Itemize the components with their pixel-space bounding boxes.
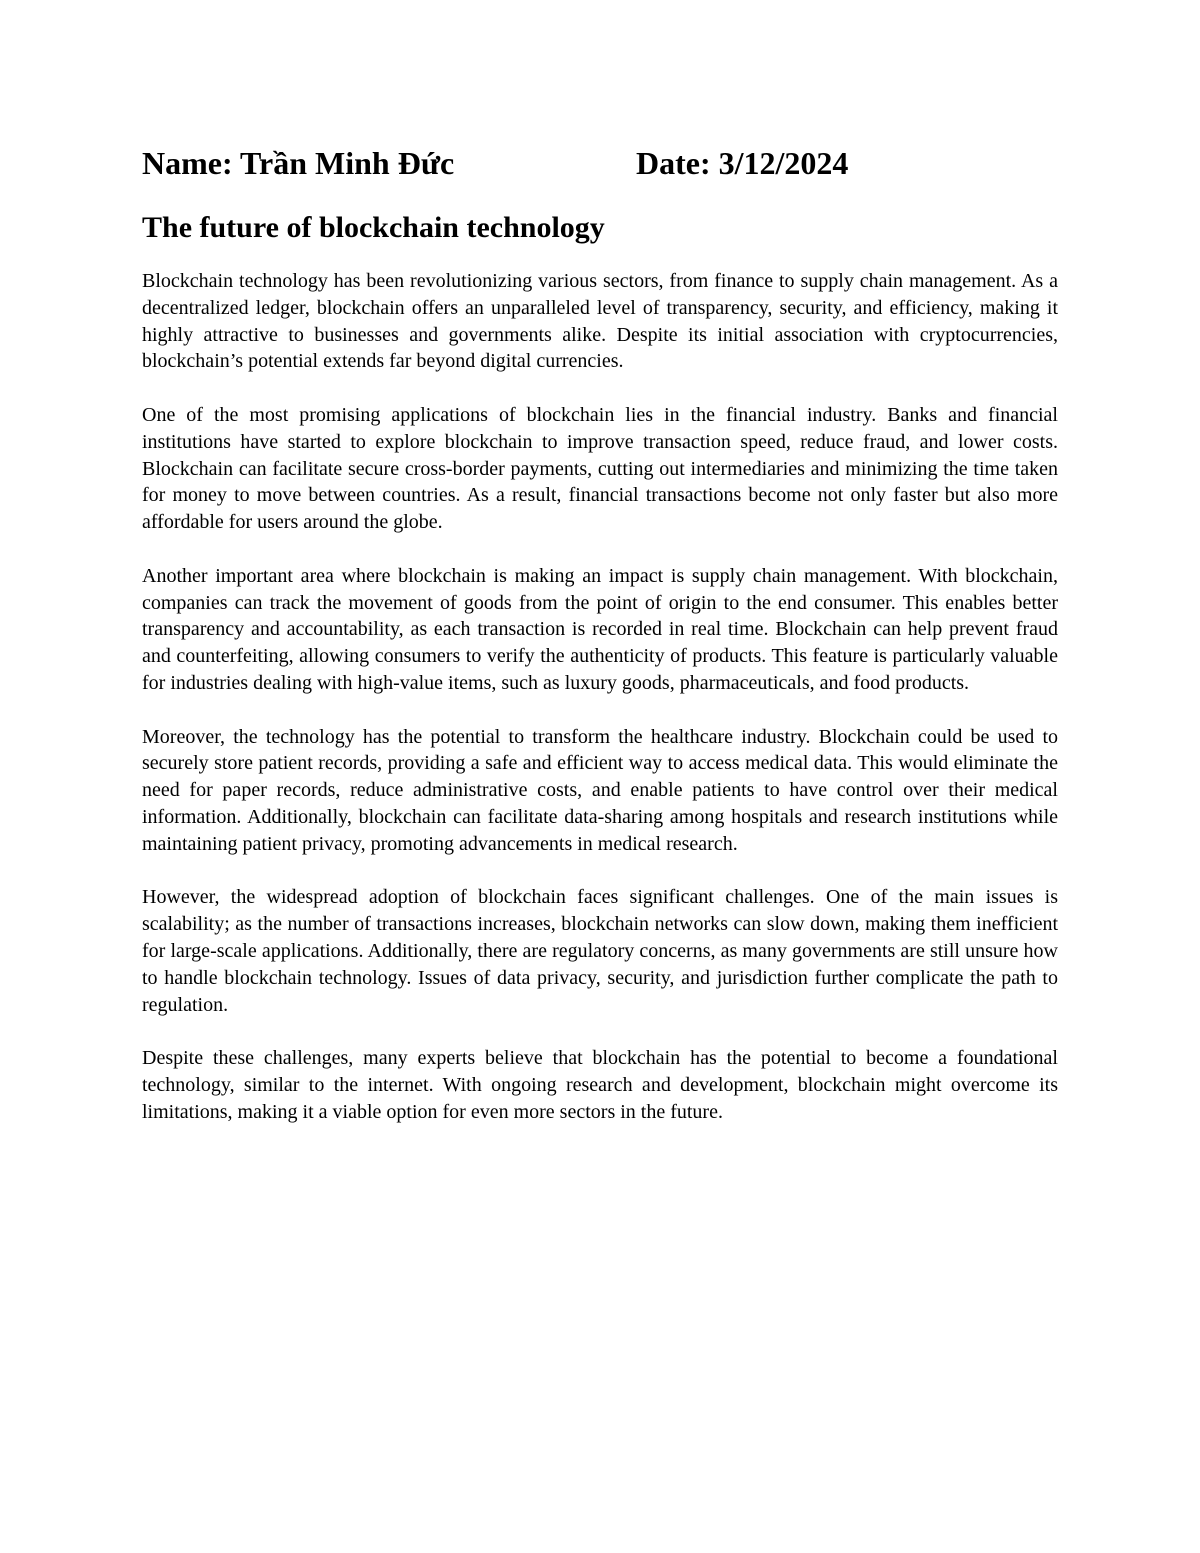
paragraph-4: Moreover, the technology has the potential to transform the healthcare industry. Blockchain could be used to securely store patient records, providing a safe and efficient way to access medical data. This would eliminate the need for paper records, reduce administrative costs, and enable patients to have control over their medical information. Additionally, blockchain can facilitate data-sharing among hospitals and research institutions while maintaining patient privacy, promoting advancements in medical research. xyxy=(142,725,1058,855)
paragraph-6: Despite these challenges, many experts believe that blockchain has the potential to become a foundational technology, similar to the internet. With ongoing research and development, blockchain might overcome its limitations, making it a viable option for even more sectors in the future. xyxy=(142,1047,1058,1123)
paragraph-3: Another important area where blockchain is making an impact is supply chain management. With blockchain, companies can track the movement of goods from the point of origin to the end consumer. This enables better transparency and accountability, as each transaction is recorded in real time. Blockchain can help prevent fraud and counterfeiting, allowing consumers to verify the authenticity of products. This feature is particularly valuable for industries dealing with high-value items, such as luxury goods, pharmaceuticals, and food products. xyxy=(142,564,1058,694)
document-page xyxy=(142,140,1058,1152)
paragraph-1: Blockchain technology has been revolutionizing various sectors, from finance to supply chain management. As a decentralized ledger, blockchain offers an unparalleled level of transparency, security, and efficiency, making it highly attractive to businesses and governments alike. Despite its initial association with cryptocurrencies, blockchain’s potential extends far beyond digital currencies. xyxy=(142,270,1058,373)
date-label: Date: xyxy=(636,145,711,181)
document-body xyxy=(142,268,1058,1126)
author-name xyxy=(142,140,454,186)
name-value: Trần Minh Đức xyxy=(240,145,455,181)
paragraph-5: However, the widespread adoption of blockchain faces significant challenges. One of the main issues is scalability; as the number of transactions increases, blockchain networks can slow down, making them inefficient for large-scale applications. Additionally, there are regulatory concerns, as many governments are still unsure how to handle blockchain technology. Issues of data privacy, security, and jurisdiction further complicate the path to regulation. xyxy=(142,886,1058,1016)
header-line xyxy=(142,140,1058,186)
name-label: Name: xyxy=(142,145,233,181)
date-value: 3/12/2024 xyxy=(718,145,849,181)
paragraph-2: One of the most promising applications of blockchain lies in the financial industry. Banks and financial institutions have started to explore blockchain to improve transaction speed, reduce fraud, and lower costs. Blockchain can facilitate secure cross-border payments, cutting out intermediaries and minimizing the time taken for money to move between countries. As a result, financial transactions become not only faster but also more affordable for users around the globe. xyxy=(142,403,1058,534)
document-title: The future of blockchain technology xyxy=(142,211,605,244)
document-date xyxy=(636,140,848,186)
